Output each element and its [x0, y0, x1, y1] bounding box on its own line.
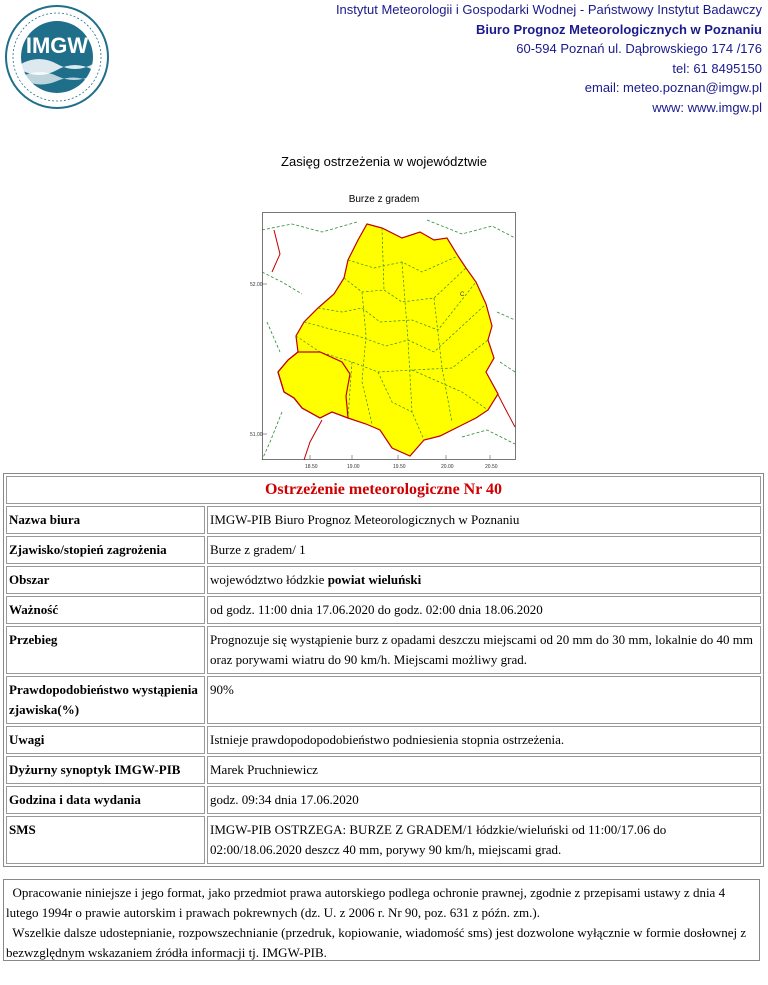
row-value: Prognozuje się wystąpienie burz z opadami deszczu miejscami od 20 mm do 30 mm, lokalnie do 40 mm oraz porywami wiatru do 90 km/h. Miejscami możliwy grad.	[207, 626, 761, 674]
office-address: 60-594 Poznań ul. Dąbrowskiego 174 /176	[516, 41, 762, 56]
copyright-paragraph: Opracowanie niniejsze i jego format, jako przedmiot prawa autorskiego podlega ochronie prawnej, zgodnie z przepisami ustawy z dnia 4 lutego 1994r o prawie autorskim i prawach pokrewnych (dz. U. z 2006 r. Nr 90, poz. 631 z późn. zm.).	[6, 885, 726, 920]
row-label: Prawdopodobieństwo wystąpienia zjawiska(%)	[6, 676, 205, 724]
logo-text: IMGW	[25, 33, 89, 58]
row-label: Uwagi	[6, 726, 205, 754]
row-value: Istnieje prawdopodopodobieństwo podniesienia stopnia ostrzeżenia.	[207, 726, 761, 754]
warning-map	[250, 212, 516, 472]
table-row	[6, 756, 761, 784]
row-label: Ważność	[6, 596, 205, 624]
x-tick-label: 20.00	[441, 464, 454, 470]
institute-name: Instytut Meteorologii i Gospodarki Wodnej - Państwowy Instytut Badawczy	[335, 2, 762, 17]
map-title: Zasięg ostrzeżenia w województwie	[281, 154, 487, 169]
area-voivodeship: województwo łódzkie	[210, 572, 325, 587]
row-value: IMGW-PIB Biuro Prognoz Meteorologicznych w Poznaniu	[207, 506, 761, 534]
svg-text:C: C	[460, 292, 465, 298]
distribution-paragraph: Wszelkie dalsze udostepnianie, rozpowszechnianie (przedruk, kopiowanie, wiadomość sms) jest dozwolone wyłącznie w formie dosłownej z bezwzględnym wskazaniem źródła informacji tj. IMGW-PIB.	[6, 925, 747, 960]
table-row	[6, 726, 761, 754]
row-value: IMGW-PIB OSTRZEGA: BURZE Z GRADEM/1 łódzkie/wieluński od 11:00/17.06 do 02:00/18.06.2020 deszcz 40 mm, porywy 90 km/h, miejscami grad.	[207, 816, 761, 864]
row-label: SMS	[6, 816, 205, 864]
institute-header	[336, 0, 762, 117]
row-value: godz. 09:34 dnia 17.06.2020	[207, 786, 761, 814]
office-phone: tel: 61 8495150	[672, 60, 762, 76]
map-subtitle: Burze z gradem	[348, 194, 420, 205]
table-row	[6, 566, 761, 594]
warning-table	[3, 473, 764, 867]
office-email[interactable]: email: meteo.poznan@imgw.pl	[584, 80, 762, 95]
x-tick-label: 19.00	[347, 464, 360, 470]
office-name: Biuro Prognoz Meteorologicznych w Poznaniu	[475, 21, 762, 37]
row-label: Zjawisko/stopień zagrożenia	[6, 536, 205, 564]
table-row	[6, 816, 761, 864]
warning-title: Ostrzeżenie meteorologiczne Nr 40	[6, 476, 761, 504]
row-label: Obszar	[6, 566, 205, 594]
row-value	[207, 566, 761, 594]
area-county: powiat wieluński	[327, 572, 422, 587]
row-label: Godzina i data wydania	[6, 786, 205, 814]
row-value: 90%	[207, 676, 761, 724]
table-row	[6, 786, 761, 814]
table-row	[6, 676, 761, 724]
copyright-note	[3, 879, 760, 961]
row-value: Marek Pruchniewicz	[207, 756, 761, 784]
table-row	[6, 596, 761, 624]
table-row	[6, 506, 761, 534]
y-tick-label: 52.00	[250, 282, 263, 288]
table-row	[6, 536, 761, 564]
row-value: od godz. 11:00 dnia 17.06.2020 do godz. 02:00 dnia 18.06.2020	[207, 596, 761, 624]
x-tick-label: 20.50	[485, 464, 498, 470]
x-tick-label: 19.50	[393, 464, 406, 470]
row-label: Nazwa biura	[6, 506, 205, 534]
row-label: Przebieg	[6, 626, 205, 674]
x-tick-label: 18.50	[305, 464, 318, 470]
row-value: Burze z gradem/ 1	[207, 536, 761, 564]
imgw-logo	[4, 4, 110, 110]
office-website[interactable]: www: www.imgw.pl	[652, 99, 762, 115]
table-row	[6, 626, 761, 674]
y-tick-label: 51.00	[250, 432, 263, 438]
row-label: Dyżurny synoptyk IMGW-PIB	[6, 756, 205, 784]
